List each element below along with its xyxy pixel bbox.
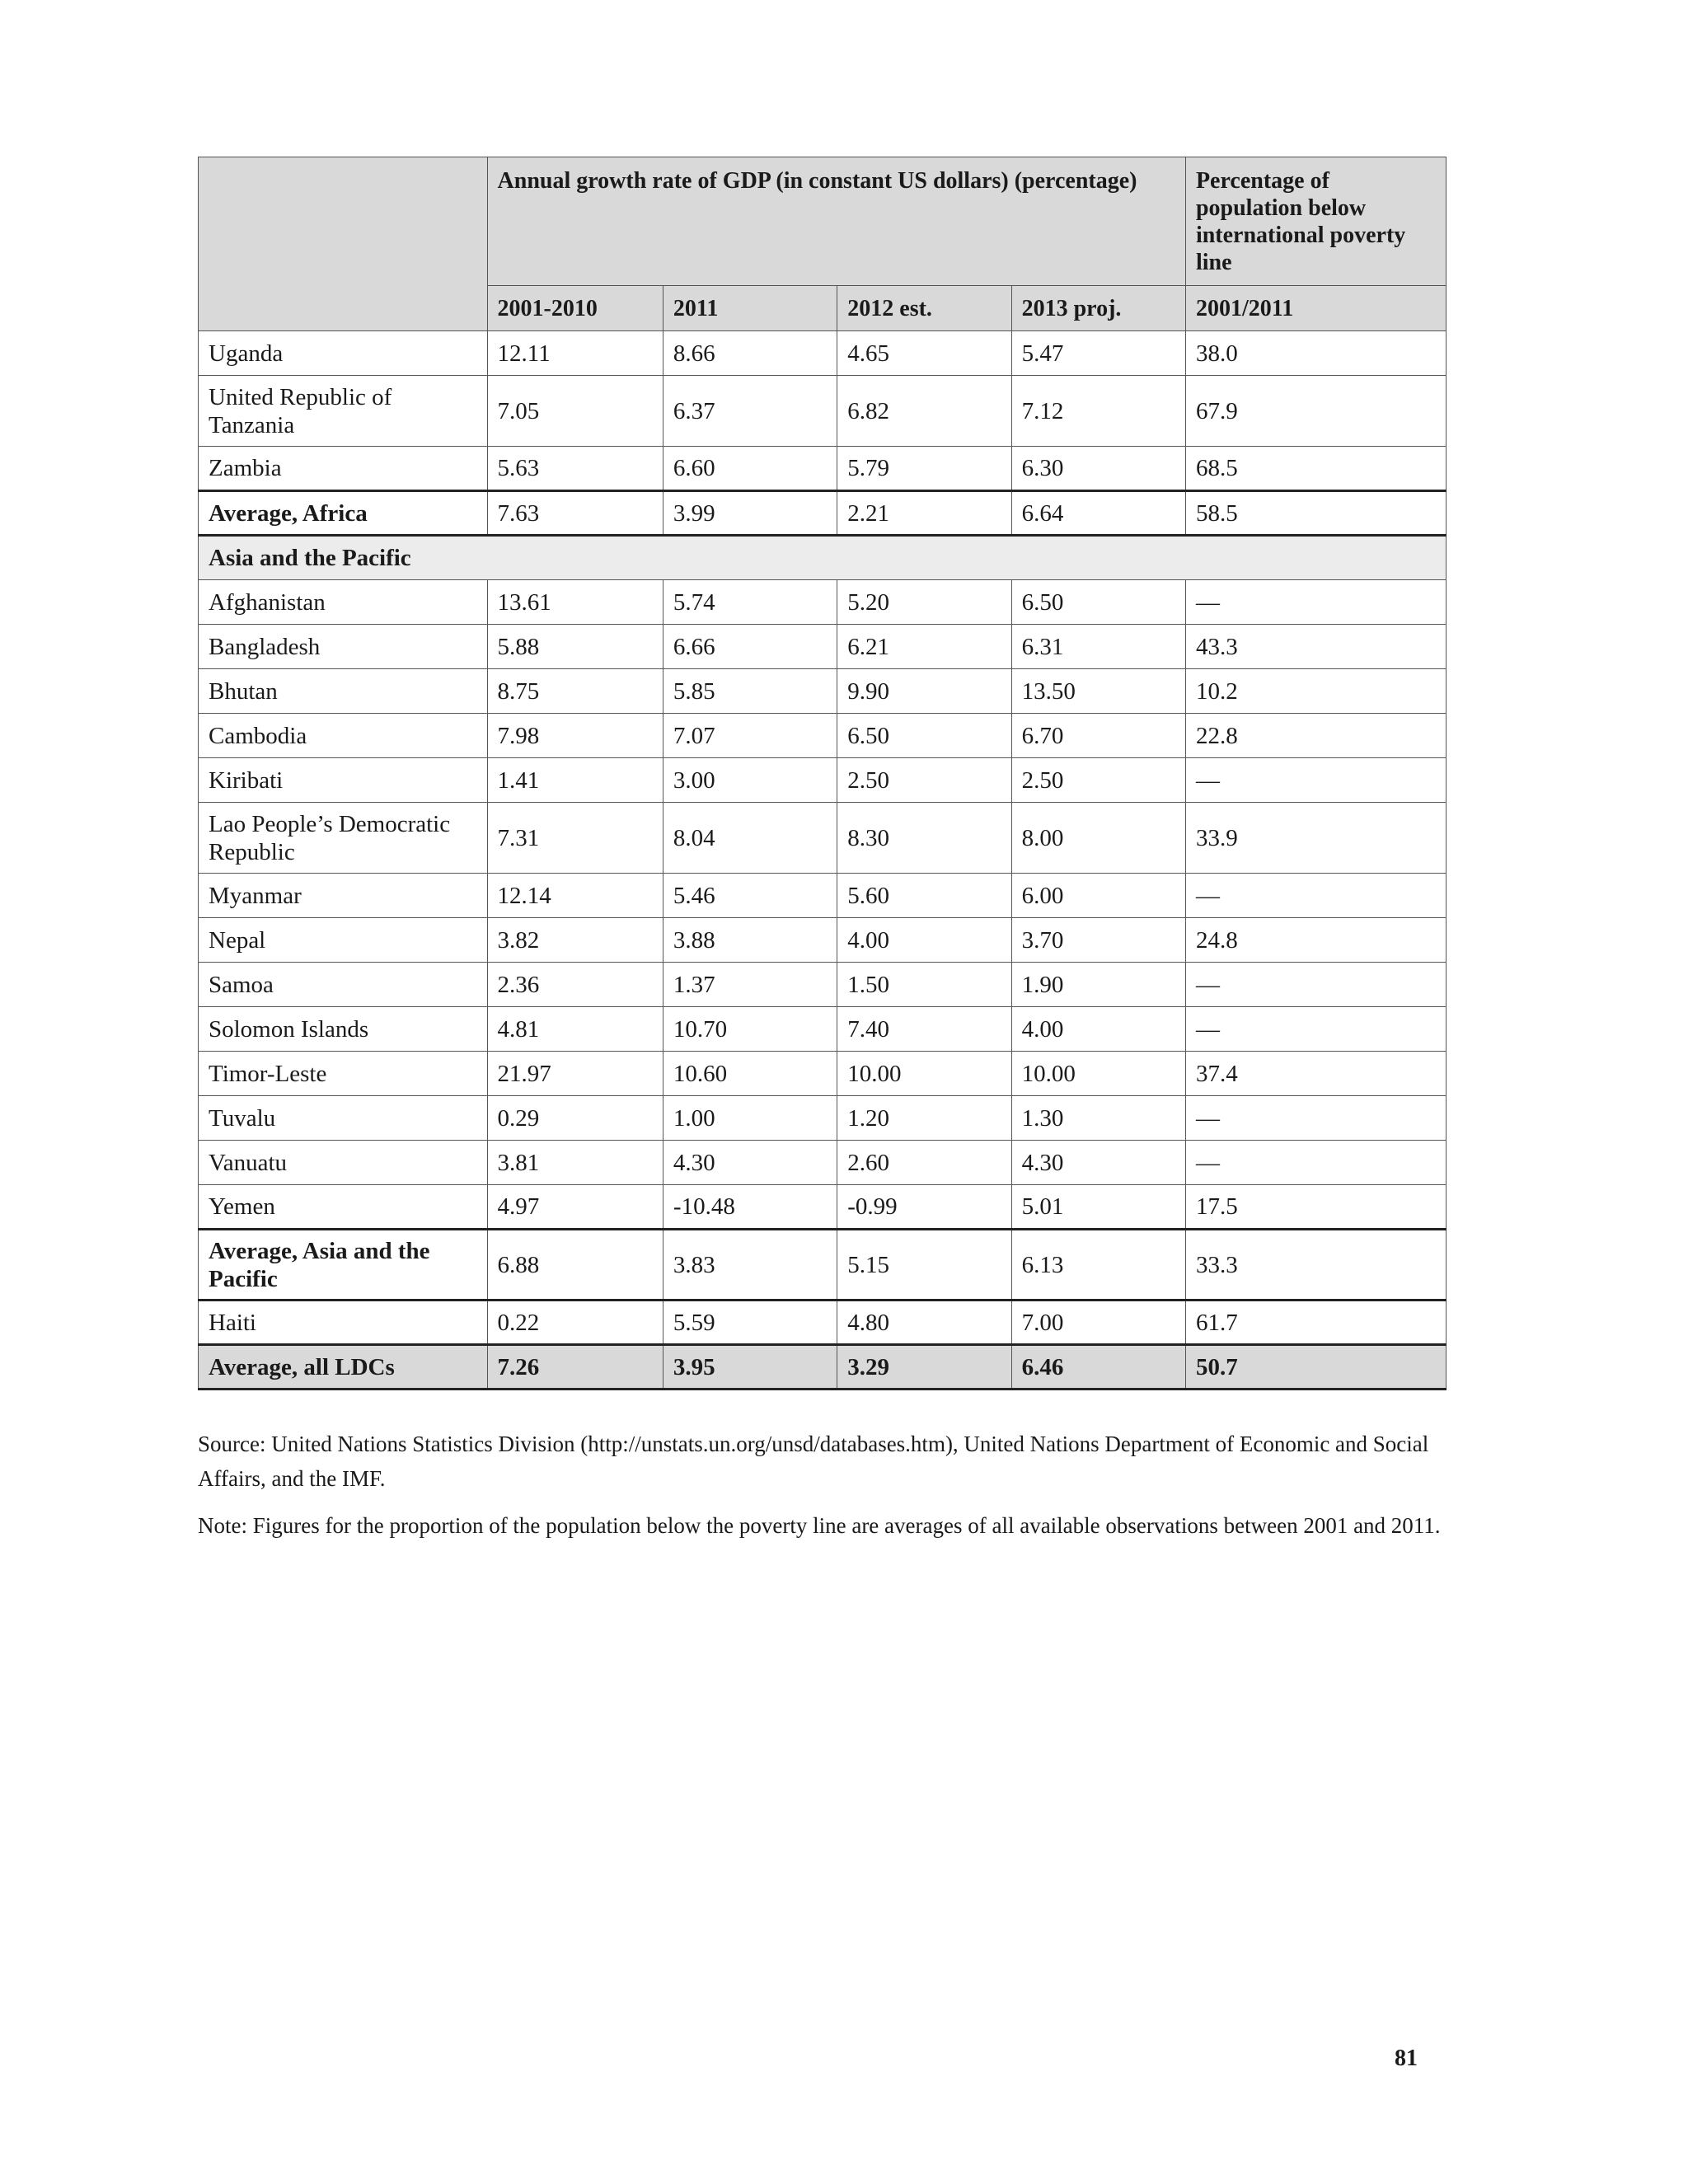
table-row — [199, 1007, 1447, 1052]
table-cell: 10.70 — [663, 1007, 837, 1052]
table-cell: — — [1185, 580, 1446, 625]
col-header-2012-est: 2012 est. — [837, 286, 1011, 331]
table-cell: 5.88 — [487, 625, 663, 669]
table-cell: 6.66 — [663, 625, 837, 669]
table-cell: 2.50 — [1011, 758, 1185, 803]
table-cell: 2.50 — [837, 758, 1011, 803]
table-cell: 3.83 — [663, 1230, 837, 1301]
table-row — [199, 1052, 1447, 1096]
table-row — [199, 447, 1447, 491]
row-label: Afghanistan — [199, 580, 488, 625]
table-cell: — — [1185, 963, 1446, 1007]
table-cell: 7.98 — [487, 714, 663, 758]
table-cell: 5.46 — [663, 874, 837, 918]
table-cell: 1.37 — [663, 963, 837, 1007]
col-header-2013-proj: 2013 proj. — [1011, 286, 1185, 331]
table-row — [199, 580, 1447, 625]
table-cell: 8.75 — [487, 669, 663, 714]
table-cell: 38.0 — [1185, 331, 1446, 376]
table-cell: 3.88 — [663, 918, 837, 963]
table-cell: 6.64 — [1011, 491, 1185, 536]
table-cell: 4.80 — [837, 1301, 1011, 1345]
source-note: Source: United Nations Statistics Division (http://unstats.un.org/unsd/databases.htm), United Nations Department of Economic and Social Affairs, and the IMF. — [198, 1432, 1429, 1491]
table-row-average-all-ldcs — [199, 1345, 1447, 1390]
table-cell: 6.13 — [1011, 1230, 1185, 1301]
table-cell: 12.11 — [487, 331, 663, 376]
table-cell: 7.40 — [837, 1007, 1011, 1052]
table-cell: 5.79 — [837, 447, 1011, 491]
table-cell: 7.07 — [663, 714, 837, 758]
table-row — [199, 331, 1447, 376]
table-cell: 1.50 — [837, 963, 1011, 1007]
row-label: United Republic of Tanzania — [199, 376, 488, 447]
row-label: Yemen — [199, 1185, 488, 1230]
table-cell: 3.99 — [663, 491, 837, 536]
table-cell: 6.21 — [837, 625, 1011, 669]
table-cell: 6.50 — [837, 714, 1011, 758]
table-row — [199, 1230, 1447, 1301]
table-row — [199, 803, 1447, 874]
table-cell: 43.3 — [1185, 625, 1446, 669]
table-cell: 0.22 — [487, 1301, 663, 1345]
table-cell: 8.66 — [663, 331, 837, 376]
table-cell: 17.5 — [1185, 1185, 1446, 1230]
table-cell: 6.30 — [1011, 447, 1185, 491]
table-cell: 4.30 — [1011, 1141, 1185, 1185]
table-cell: 4.65 — [837, 331, 1011, 376]
table-cell: 6.70 — [1011, 714, 1185, 758]
table-cell: 2.60 — [837, 1141, 1011, 1185]
row-label: Average, Asia and the Pacific — [199, 1230, 488, 1301]
table-cell: 10.60 — [663, 1052, 837, 1096]
row-label: Solomon Islands — [199, 1007, 488, 1052]
table-row — [199, 918, 1447, 963]
table-cell: 6.46 — [1011, 1345, 1185, 1390]
table-cell: 6.00 — [1011, 874, 1185, 918]
header-corner-cell — [199, 157, 488, 331]
row-label: Kiribati — [199, 758, 488, 803]
table-cell: 5.01 — [1011, 1185, 1185, 1230]
table-cell: 58.5 — [1185, 491, 1446, 536]
table-cell: 3.29 — [837, 1345, 1011, 1390]
table-cell: 1.90 — [1011, 963, 1185, 1007]
table-cell: 7.31 — [487, 803, 663, 874]
row-label: Myanmar — [199, 874, 488, 918]
table-cell: 7.00 — [1011, 1301, 1185, 1345]
table-cell: 1.30 — [1011, 1096, 1185, 1141]
table-row — [199, 491, 1447, 536]
row-label: Samoa — [199, 963, 488, 1007]
row-label: Cambodia — [199, 714, 488, 758]
table-cell: 5.85 — [663, 669, 837, 714]
row-label: Uganda — [199, 331, 488, 376]
table-cell: 6.50 — [1011, 580, 1185, 625]
table-cell: 3.95 — [663, 1345, 837, 1390]
row-label: Bhutan — [199, 669, 488, 714]
table-cell: 13.50 — [1011, 669, 1185, 714]
table-cell: 22.8 — [1185, 714, 1446, 758]
table-cell: 68.5 — [1185, 447, 1446, 491]
table-cell: 4.97 — [487, 1185, 663, 1230]
table-cell: 7.63 — [487, 491, 663, 536]
table-cell: 13.61 — [487, 580, 663, 625]
table-row — [199, 1141, 1447, 1185]
table-cell: 37.4 — [1185, 1052, 1446, 1096]
row-label: Lao People’s Democratic Republic — [199, 803, 488, 874]
table-cell: 5.60 — [837, 874, 1011, 918]
table-cell: 10.2 — [1185, 669, 1446, 714]
table-row — [199, 1301, 1447, 1345]
section-label: Asia and the Pacific — [199, 536, 1447, 580]
table-cell: 1.41 — [487, 758, 663, 803]
table-cell: 5.74 — [663, 580, 837, 625]
table-cell: 50.7 — [1185, 1345, 1446, 1390]
table-cell: -10.48 — [663, 1185, 837, 1230]
row-label: Tuvalu — [199, 1096, 488, 1141]
table-cell: 1.20 — [837, 1096, 1011, 1141]
table-cell: — — [1185, 1007, 1446, 1052]
row-label: Average, all LDCs — [199, 1345, 488, 1390]
table-cell: 4.00 — [1011, 1007, 1185, 1052]
table-row — [199, 1185, 1447, 1230]
row-label: Zambia — [199, 447, 488, 491]
table-cell: 4.81 — [487, 1007, 663, 1052]
table-cell: 12.14 — [487, 874, 663, 918]
table-cell: — — [1185, 874, 1446, 918]
gdp-poverty-table — [198, 157, 1447, 1390]
table-cell: 8.00 — [1011, 803, 1185, 874]
table-cell: 8.04 — [663, 803, 837, 874]
table-row — [199, 714, 1447, 758]
table-cell: 7.26 — [487, 1345, 663, 1390]
table-cell: 61.7 — [1185, 1301, 1446, 1345]
header-poverty-group: Percentage of population below international poverty line — [1185, 157, 1446, 286]
row-label: Haiti — [199, 1301, 488, 1345]
table-row — [199, 758, 1447, 803]
row-label: Vanuatu — [199, 1141, 488, 1185]
table-cell: 3.70 — [1011, 918, 1185, 963]
table-cell: — — [1185, 758, 1446, 803]
section-row-asia-pacific — [199, 536, 1447, 580]
table-cell: 5.59 — [663, 1301, 837, 1345]
table-cell: 3.82 — [487, 918, 663, 963]
table-cell: 5.47 — [1011, 331, 1185, 376]
table-cell: 5.15 — [837, 1230, 1011, 1301]
col-header-2001-2010: 2001-2010 — [487, 286, 663, 331]
table-cell: 4.30 — [663, 1141, 837, 1185]
table-cell: — — [1185, 1141, 1446, 1185]
table-cell: 3.81 — [487, 1141, 663, 1185]
col-header-2001-2011: 2001/2011 — [1185, 286, 1446, 331]
header-gdp-group: Annual growth rate of GDP (in constant US dollars) (percentage) — [487, 157, 1185, 286]
table-cell: 21.97 — [487, 1052, 663, 1096]
table-cell: 6.82 — [837, 376, 1011, 447]
row-label: Nepal — [199, 918, 488, 963]
table-cell: 2.21 — [837, 491, 1011, 536]
table-cell: 10.00 — [837, 1052, 1011, 1096]
table-cell: 10.00 — [1011, 1052, 1185, 1096]
table-row — [199, 625, 1447, 669]
table-cell: 5.63 — [487, 447, 663, 491]
table-cell: 1.00 — [663, 1096, 837, 1141]
table-cell: 33.9 — [1185, 803, 1446, 874]
table-cell: 2.36 — [487, 963, 663, 1007]
table-row — [199, 669, 1447, 714]
row-label: Timor-Leste — [199, 1052, 488, 1096]
page-number: 81 — [1395, 2046, 1418, 2071]
table-cell: 6.31 — [1011, 625, 1185, 669]
table-row — [199, 1096, 1447, 1141]
table-cell: 8.30 — [837, 803, 1011, 874]
table-row — [199, 874, 1447, 918]
table-cell: 4.00 — [837, 918, 1011, 963]
table-cell: -0.99 — [837, 1185, 1011, 1230]
row-label: Bangladesh — [199, 625, 488, 669]
table-cell: 67.9 — [1185, 376, 1446, 447]
table-cell: 7.12 — [1011, 376, 1185, 447]
row-label: Average, Africa — [199, 491, 488, 536]
table-row — [199, 963, 1447, 1007]
table-cell: 9.90 — [837, 669, 1011, 714]
table-cell: 0.29 — [487, 1096, 663, 1141]
table-cell: 3.00 — [663, 758, 837, 803]
table-cell: 24.8 — [1185, 918, 1446, 963]
table-cell: 6.88 — [487, 1230, 663, 1301]
table-row — [199, 376, 1447, 447]
col-header-2011: 2011 — [663, 286, 837, 331]
table-cell: 33.3 — [1185, 1230, 1446, 1301]
table-cell: 6.60 — [663, 447, 837, 491]
table-cell: 7.05 — [487, 376, 663, 447]
table-cell: 6.37 — [663, 376, 837, 447]
table-cell: — — [1185, 1096, 1446, 1141]
table-cell: 5.20 — [837, 580, 1011, 625]
footnote: Note: Figures for the proportion of the population below the poverty line are averages of all available observations between 2001 and 2011. — [198, 1513, 1441, 1538]
